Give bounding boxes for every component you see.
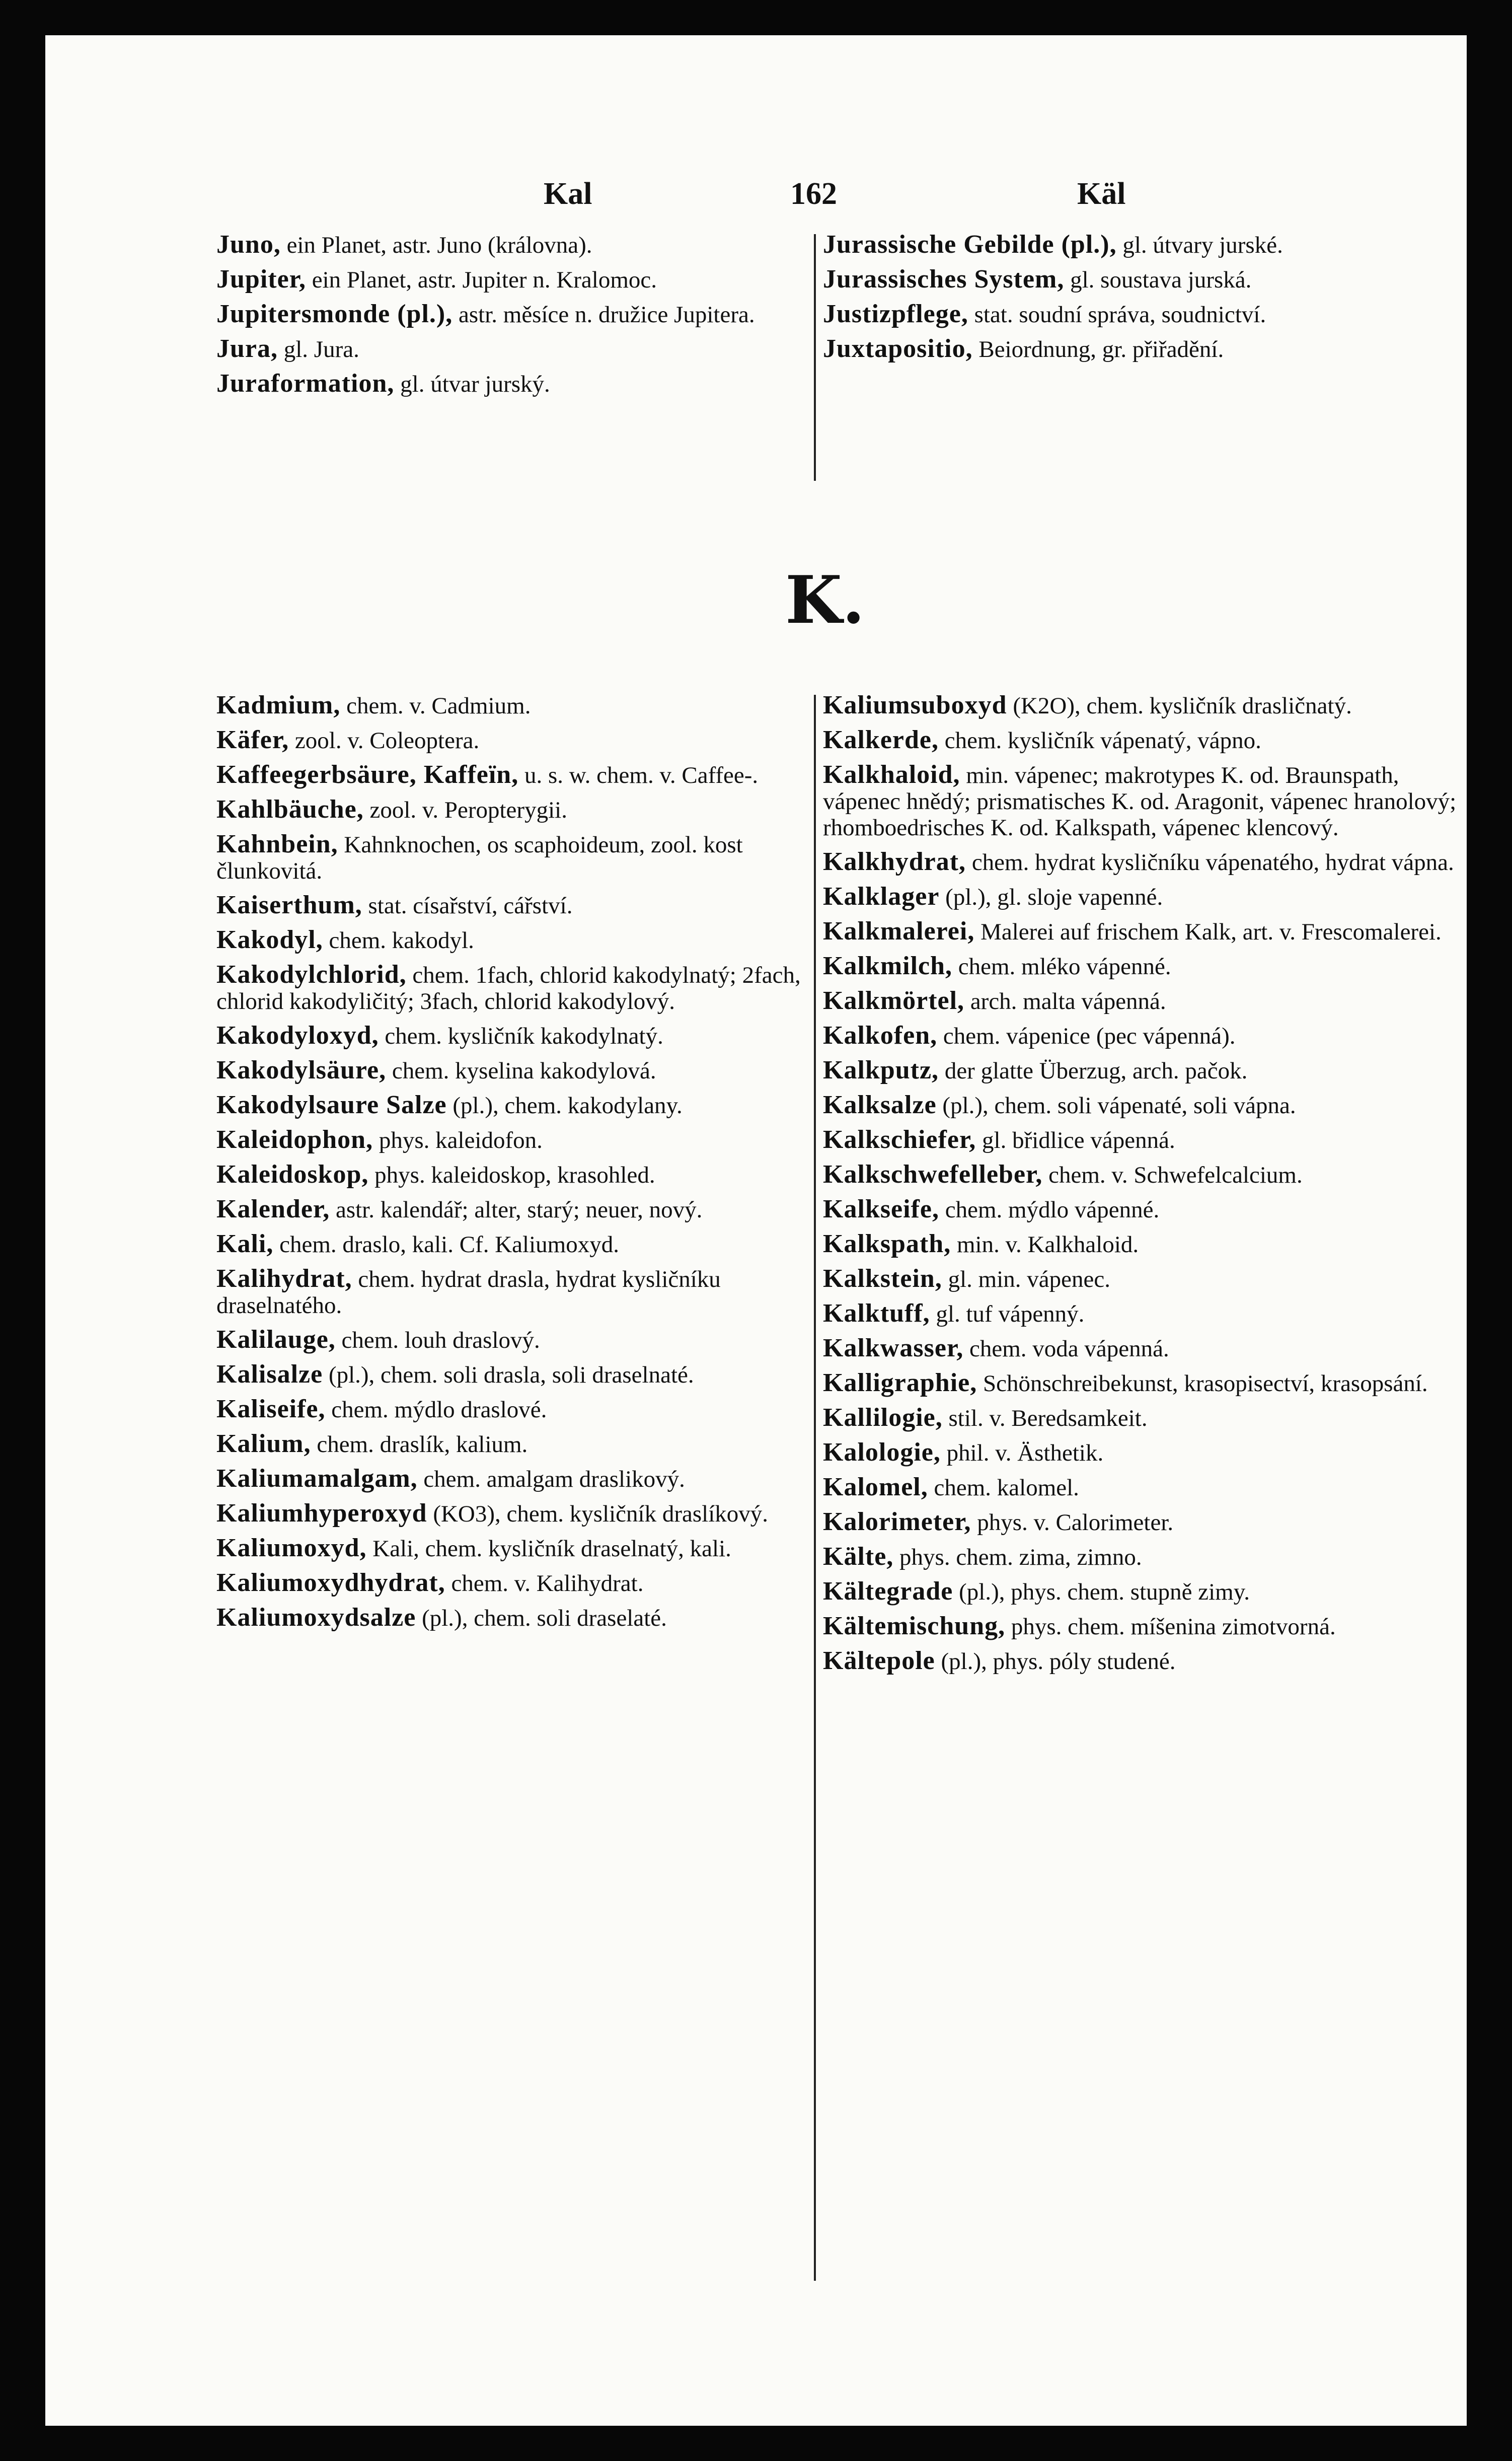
entry-definition: chem. kysličník vápenatý, vápno.	[944, 728, 1261, 754]
dictionary-entry	[216, 797, 810, 823]
entry-definition: phys. kaleidoskop, krasohled.	[374, 1162, 655, 1188]
entry-headword: Jura,	[216, 334, 278, 363]
entry-definition: phys. kaleidofon.	[379, 1127, 543, 1153]
running-head-left: Kal	[544, 177, 592, 211]
dictionary-entry	[823, 1092, 1457, 1119]
dictionary-entry	[216, 336, 810, 363]
dictionary-entry	[823, 884, 1457, 910]
entry-definition: Schönschreibekunst, krasopisectví, krasopsání.	[983, 1370, 1428, 1397]
entry-headword: Jurassische Gebilde (pl.),	[823, 230, 1117, 259]
entry-definition: (pl.), chem. soli drasla, soli draselnaté.	[328, 1362, 694, 1388]
dictionary-entry	[216, 1092, 810, 1119]
dictionary-entry	[823, 988, 1457, 1015]
entry-definition: stat. císařství, cářství.	[368, 893, 573, 919]
dictionary-entry	[823, 1474, 1457, 1501]
entry-definition: (pl.), chem. soli vápenaté, soli vápna.	[942, 1093, 1296, 1119]
entry-definition: chem. voda vápenná.	[969, 1336, 1169, 1362]
dictionary-entry	[823, 1127, 1457, 1153]
dictionary-entry	[216, 892, 810, 919]
entry-definition: (KO3), chem. kysličník draslíkový.	[433, 1501, 769, 1527]
dictionary-entry	[216, 1396, 810, 1423]
column-top-left	[216, 232, 810, 405]
entry-definition: chem. kyselina kakodylová.	[392, 1058, 656, 1084]
entry-headword: Jupiter,	[216, 265, 306, 294]
entry-headword: Kalkofen,	[823, 1021, 938, 1050]
entry-headword: Kalkschwefelleber,	[823, 1160, 1043, 1189]
dictionary-entry	[823, 1544, 1457, 1570]
entry-definition: zool. v. Coleoptera.	[294, 728, 480, 754]
entry-headword: Kahlbäuche,	[216, 795, 364, 824]
entry-definition: gl. útvary jurské.	[1122, 232, 1283, 258]
dictionary-entry	[823, 762, 1457, 841]
dictionary-entry	[823, 266, 1457, 293]
entry-definition: chem. draslík, kalium.	[317, 1431, 528, 1458]
entry-headword: Kalologie,	[823, 1438, 941, 1467]
entry-headword: Kalomel,	[823, 1473, 928, 1501]
entry-definition: chem. amalgam draslikový.	[423, 1466, 685, 1492]
entry-headword: Käfer,	[216, 726, 289, 754]
entry-headword: Kaliseife,	[216, 1395, 326, 1423]
dictionary-entry	[216, 1466, 810, 1492]
dictionary-entry	[216, 1231, 810, 1258]
dictionary-entry	[216, 232, 810, 258]
entry-definition: (pl.), gl. sloje vapenné.	[945, 884, 1163, 910]
dictionary-entry	[216, 266, 810, 293]
dictionary-entry	[823, 727, 1457, 754]
dictionary-entry	[216, 762, 810, 788]
entry-headword: Juxtapositio,	[823, 334, 973, 363]
dictionary-entry	[216, 371, 810, 397]
entry-definition: chem. v. Kalihydrat.	[451, 1570, 644, 1597]
entry-definition: Malerei auf frischem Kalk, art. v. Frescomalerei.	[980, 919, 1442, 945]
entry-definition: phys. v. Calorimeter.	[977, 1509, 1174, 1536]
entry-definition: der glatte Überzug, arch. pačok.	[944, 1058, 1248, 1084]
dictionary-entry	[823, 953, 1457, 980]
entry-definition: gl. Jura.	[283, 336, 359, 363]
dictionary-entry	[823, 1196, 1457, 1223]
entry-headword: Kalium,	[216, 1429, 311, 1458]
entry-headword: Kalilauge,	[216, 1325, 336, 1354]
dictionary-entry	[823, 1162, 1457, 1188]
dictionary-entry	[216, 1605, 810, 1631]
entry-headword: Jupitersmonde (pl.),	[216, 300, 453, 328]
entry-definition: ein Planet, astr. Jupiter n. Kralomoc.	[312, 267, 657, 293]
dictionary-entry	[216, 1327, 810, 1353]
entry-definition: Kahnknochen, os scaphoideum, zool. kost člunkovitá.	[216, 832, 743, 884]
entry-headword: Kalkspath,	[823, 1229, 951, 1258]
entry-definition: gl. útvar jurský.	[400, 371, 550, 397]
running-head	[45, 176, 1467, 227]
entry-definition: gl. tuf vápenný.	[936, 1301, 1085, 1327]
entry-headword: Kahnbein,	[216, 830, 338, 858]
entry-headword: Kalkmalerei,	[823, 917, 975, 946]
entry-headword: Kalklager	[823, 882, 940, 911]
entry-headword: Kaliumsuboxyd	[823, 691, 1007, 719]
dictionary-entry	[823, 301, 1457, 328]
entry-definition: chem. hydrat drasla, hydrat kysličníku draselnatého.	[216, 1266, 721, 1319]
dictionary-entry	[216, 962, 810, 1015]
entry-headword: Kalkmörtel,	[823, 986, 965, 1015]
dictionary-entry	[823, 1266, 1457, 1292]
entry-headword: Kalkschiefer,	[823, 1125, 976, 1154]
dictionary-entry	[216, 1127, 810, 1153]
dictionary-entry	[216, 1023, 810, 1049]
entry-definition: (pl.), chem. kakodylany.	[452, 1093, 683, 1119]
entry-headword: Kakodyl,	[216, 925, 323, 954]
dictionary-entry	[823, 1405, 1457, 1431]
dictionary-entry	[823, 232, 1457, 258]
entry-definition: chem. louh draslový.	[341, 1327, 540, 1353]
dictionary-entry	[823, 1648, 1457, 1675]
entry-definition: arch. malta vápenná.	[970, 988, 1166, 1015]
entry-definition: chem. v. Schwefelcalcium.	[1048, 1162, 1303, 1188]
section-letter-heading: K.	[785, 561, 865, 638]
entry-headword: Kalorimeter,	[823, 1507, 971, 1536]
entry-headword: Kaliumoxydsalze	[216, 1603, 416, 1632]
entry-definition: min. vápenec; makrotypes K. od. Braunspath, vápenec hnědý; prismatisches K. od. Aragonit, vápenec hranolový; rhomboedrisches K. od. Kalkspath, vápenec klencový.	[823, 762, 1457, 841]
entry-headword: Kalligraphie,	[823, 1368, 977, 1397]
entry-headword: Kalkmilch,	[823, 952, 953, 980]
entry-headword: Justizpflege,	[823, 300, 968, 328]
dictionary-entry	[216, 927, 810, 954]
entry-definition: chem. draslo, kali. Cf. Kaliumoxyd.	[279, 1232, 619, 1258]
entry-definition: chem. kakodyl.	[329, 927, 474, 954]
entry-headword: Kalkputz,	[823, 1056, 939, 1084]
entry-headword: Kalkseife,	[823, 1195, 939, 1223]
dictionary-entry	[823, 1335, 1457, 1362]
dictionary-entry	[216, 1196, 810, 1223]
entry-headword: Kalksalze	[823, 1091, 937, 1119]
entry-definition: (pl.), chem. soli draselaté.	[422, 1605, 667, 1631]
entry-definition: phil. v. Ästhetik.	[946, 1440, 1104, 1466]
entry-headword: Kallilogie,	[823, 1403, 943, 1432]
dictionary-entry	[823, 1370, 1457, 1397]
entry-definition: chem. kalomel.	[934, 1475, 1079, 1501]
dictionary-entry	[216, 831, 810, 884]
entry-definition: u. s. w. chem. v. Caffee-.	[524, 762, 759, 788]
entry-definition: ein Planet, astr. Juno (královna).	[286, 232, 592, 258]
entry-headword: Kaliumoxyd,	[216, 1534, 367, 1562]
entry-definition: astr. měsíce n. družice Jupitera.	[459, 302, 755, 328]
entry-definition: chem. mýdlo vápenné.	[945, 1197, 1160, 1223]
entry-definition: gl. břidlice vápenná.	[982, 1127, 1175, 1153]
dictionary-entry	[216, 1361, 810, 1388]
entry-headword: Kalihydrat,	[216, 1264, 352, 1293]
dictionary-entry	[823, 1231, 1457, 1258]
dictionary-entry	[216, 727, 810, 754]
dictionary-entry	[823, 336, 1457, 363]
dictionary-entry	[823, 692, 1457, 719]
entry-definition: chem. mléko vápenné.	[958, 954, 1171, 980]
entry-definition: chem. mýdlo draslové.	[331, 1397, 547, 1423]
dictionary-page	[45, 35, 1467, 2426]
running-head-right: Käl	[1077, 177, 1126, 211]
entry-headword: Kalkhaloid,	[823, 760, 960, 789]
dictionary-entry	[823, 1613, 1457, 1640]
entry-definition: chem. v. Cadmium.	[346, 693, 531, 719]
entry-headword: Kalender,	[216, 1195, 330, 1223]
dictionary-entry	[216, 1431, 810, 1458]
dictionary-entry	[216, 1500, 810, 1527]
entry-definition: (pl.), phys. póly studené.	[941, 1648, 1176, 1675]
entry-headword: Kaliumoxydhydrat,	[216, 1568, 445, 1597]
entry-headword: Kaiserthum,	[216, 891, 362, 919]
dictionary-entry	[823, 1023, 1457, 1049]
entry-headword: Kalktuff,	[823, 1299, 930, 1328]
column-bottom-right	[823, 692, 1457, 1683]
dictionary-entry	[216, 1162, 810, 1188]
entry-definition: min. v. Kalkhaloid.	[956, 1232, 1139, 1258]
entry-definition: gl. soustava jurská.	[1070, 267, 1252, 293]
entry-headword: Kaliumamalgam,	[216, 1464, 418, 1493]
entry-definition: phys. chem. míšenina zimotvorná.	[1011, 1614, 1336, 1640]
entry-definition: astr. kalendář; alter, starý; neuer, nový.	[335, 1197, 703, 1223]
entry-headword: Kali,	[216, 1229, 274, 1258]
dictionary-entry	[216, 1266, 810, 1319]
entry-definition: Beiordnung, gr. přiřadění.	[978, 336, 1224, 363]
dictionary-entry	[823, 1057, 1457, 1084]
entry-headword: Kalkerde,	[823, 726, 939, 754]
column-bottom-left	[216, 692, 810, 1639]
entry-definition: chem. vápenice (pec vápenná).	[943, 1023, 1236, 1049]
entry-definition: (pl.), phys. chem. stupně zimy.	[959, 1579, 1250, 1605]
entry-headword: Juraformation,	[216, 369, 395, 398]
entry-definition: chem. kysličník kakodylnatý.	[385, 1023, 663, 1049]
column-top-right	[823, 232, 1457, 371]
entry-definition: zool. v. Peropterygii.	[369, 797, 567, 823]
dictionary-entry	[823, 1509, 1457, 1536]
entry-headword: Kaliumhyperoxyd	[216, 1499, 427, 1528]
dictionary-entry	[823, 1300, 1457, 1327]
entry-definition: stat. soudní správa, soudnictví.	[974, 302, 1266, 328]
entry-headword: Kältemischung,	[823, 1612, 1006, 1640]
entry-headword: Kakodyloxyd,	[216, 1021, 379, 1050]
entry-headword: Kalkstein,	[823, 1264, 942, 1293]
entry-headword: Juno,	[216, 230, 281, 259]
entry-headword: Kadmium,	[216, 691, 341, 719]
dictionary-entry	[216, 1057, 810, 1084]
dictionary-entry	[823, 918, 1457, 945]
dictionary-entry	[216, 1570, 810, 1597]
dictionary-entry	[216, 301, 810, 328]
entry-headword: Kalkhydrat,	[823, 847, 966, 876]
entry-headword: Kaleidophon,	[216, 1125, 373, 1154]
dictionary-entry	[216, 1535, 810, 1562]
entry-headword: Kalkwasser,	[823, 1334, 964, 1362]
column-divider-top	[814, 234, 816, 481]
dictionary-entry	[216, 692, 810, 719]
entry-headword: Kakodylchlorid,	[216, 960, 407, 989]
entry-headword: Kakodylsäure,	[216, 1056, 387, 1084]
entry-headword: Kalisalze	[216, 1360, 323, 1389]
page-number: 162	[790, 177, 837, 211]
entry-definition: chem. 1fach, chlorid kakodylnatý; 2fach, chlorid kakodyličitý; 3fach, chlorid kakodylový.	[216, 962, 801, 1015]
entry-definition: stil. v. Beredsamkeit.	[948, 1405, 1148, 1431]
column-divider-bottom	[814, 695, 816, 2281]
entry-definition: (K2O), chem. kysličník drasličnatý.	[1013, 693, 1352, 719]
entry-headword: Kältepole	[823, 1646, 935, 1675]
entry-definition: chem. hydrat kysličníku vápenatého, hydrat vápna.	[971, 849, 1454, 876]
entry-headword: Kaleidoskop,	[216, 1160, 369, 1189]
entry-headword: Kakodylsaure Salze	[216, 1091, 447, 1119]
dictionary-entry	[823, 849, 1457, 876]
dictionary-entry	[823, 1439, 1457, 1466]
entry-definition: gl. min. vápenec.	[948, 1266, 1110, 1292]
entry-headword: Kaffeegerbsäure, Kaffeïn,	[216, 760, 519, 789]
entry-definition: phys. chem. zima, zimno.	[899, 1544, 1142, 1570]
entry-headword: Jurassisches System,	[823, 265, 1065, 294]
entry-headword: Kältegrade	[823, 1577, 953, 1606]
entry-definition: Kali, chem. kysličník draselnatý, kali.	[372, 1536, 731, 1562]
dictionary-entry	[823, 1578, 1457, 1605]
entry-headword: Kälte,	[823, 1542, 894, 1571]
